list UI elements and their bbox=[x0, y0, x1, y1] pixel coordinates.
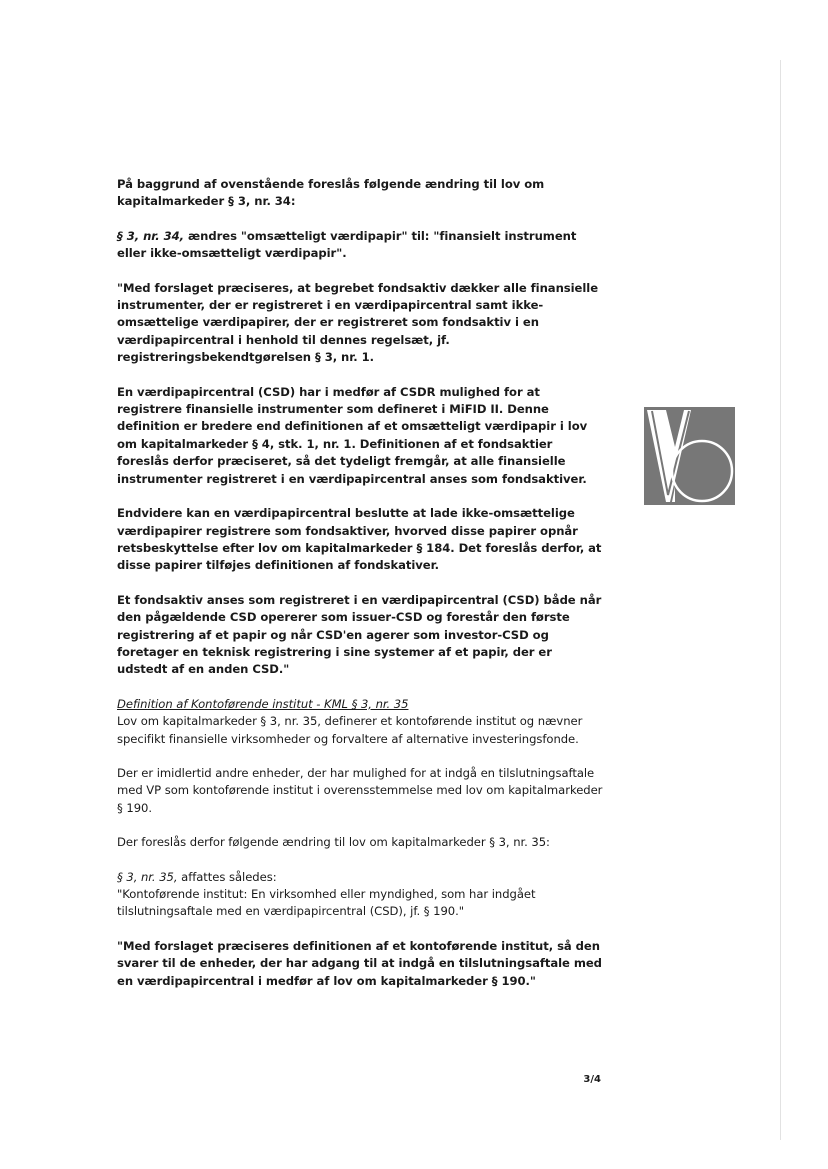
vp-logo bbox=[644, 407, 735, 505]
paragraph-text: affattes således: bbox=[177, 869, 277, 884]
paragraph-explanation-2: En værdipapircentral (CSD) har i medfør af CSDR mulighed for at registrere finansielle instrumenter som defineret i MiFID II. Denne definition er bredere end definitionen af et omsætteligt værdipapir i lov om kapitalmarkeder § 4, stk. 1, nr. 1. Definitionen af et fondsaktier foreslås derfor præciseret, så det tydeligt fremgår, at alle finansielle instrumenter registreret i en værdipapircentral anses som fondsaktiver. bbox=[117, 384, 588, 486]
document-body bbox=[117, 176, 603, 990]
section-text: Lov om kapitalmarkeder § 3, nr. 35, definerer et kontoførende institut og nævner specifikt finansielle virksomheder og forvaltere af alternative investeringsfonde. bbox=[117, 714, 583, 746]
section-kontoforende bbox=[117, 696, 603, 748]
paragraph-explanation-4: Et fondsaktiv anses som registreret i en værdipapircentral (CSD) både når den pågældende CSD opererer som issuer-CSD og forestår den første registrering af et papir og når CSD'en agerer som investor-CSD og foretager en teknisk registrering i sine systemer af et papir, der er udstedt af en anden CSD." bbox=[117, 592, 602, 677]
paragraph-quote: "Kontoførende institut: En virksomhed eller myndighed, som har indgået tilslutningsaftale med en værdipapircentral (CSD), jf. § 190." bbox=[117, 887, 536, 919]
paragraph-explanation-1: "Med forslaget præciseres, at begrebet fondsaktiv dækker alle finansielle instrumenter, der er registreret i en værdipapircentral samt ikke-omsættelige værdipapirer, der er registreret som fondsaktiv i en værdipapircentral i henhold til dennes regelsæt, jf. registreringsbekendtgørelsen § 3, nr. 1. bbox=[117, 280, 599, 365]
paragraph-ref: § 3, nr. 34, bbox=[117, 228, 185, 243]
paragraph-proposal-35: Der foreslås derfor følgende ændring til lov om kapitalmarkeder § 3, nr. 35: bbox=[117, 835, 550, 850]
paragraph-ref: § 3, nr. 35, bbox=[117, 869, 178, 884]
scan-edge-line bbox=[780, 60, 781, 1140]
page-number: 3/4 bbox=[583, 1074, 601, 1085]
section-heading: Definition af Kontoførende institut - KML § 3, nr. 35 bbox=[117, 696, 409, 711]
paragraph-amendment-35 bbox=[117, 869, 603, 921]
paragraph-explanation-3: Endvidere kan en værdipapircentral beslutte at lade ikke-omsættelige værdipapirer registrere som fondsaktiver, hvorved disse papirer opnår retsbeskyttelse efter lov om kapitalmarkeder § 184. Det foreslås derfor, at disse papirer tilføjes definitionen af fondskativer. bbox=[117, 506, 602, 573]
paragraph-intro-34: På baggrund af ovenstående foreslås følgende ændring til lov om kapitalmarkeder § 3, nr. 34: bbox=[117, 177, 545, 209]
paragraph-explanation-35: "Med forslaget præciseres definitionen af et kontoførende institut, så den svarer til de enheder, der har adgang til at indgå en tilslutningsaftale med en værdipapircentral i medfør af lov om kapitalmarkeder § 190." bbox=[117, 938, 602, 988]
paragraph-text: ændres "omsætteligt værdipapir" til: "finansielt instrument eller ikke-omsætteligt værdipapir". bbox=[117, 228, 577, 261]
paragraph-other-entities: Der er imidlertid andre enheder, der har mulighed for at indgå en tilslutningsaftale med VP som kontoførende institut i overensstemmelse med lov om kapitalmarkeder § 190. bbox=[117, 765, 603, 815]
paragraph-amendment-34 bbox=[117, 228, 603, 263]
